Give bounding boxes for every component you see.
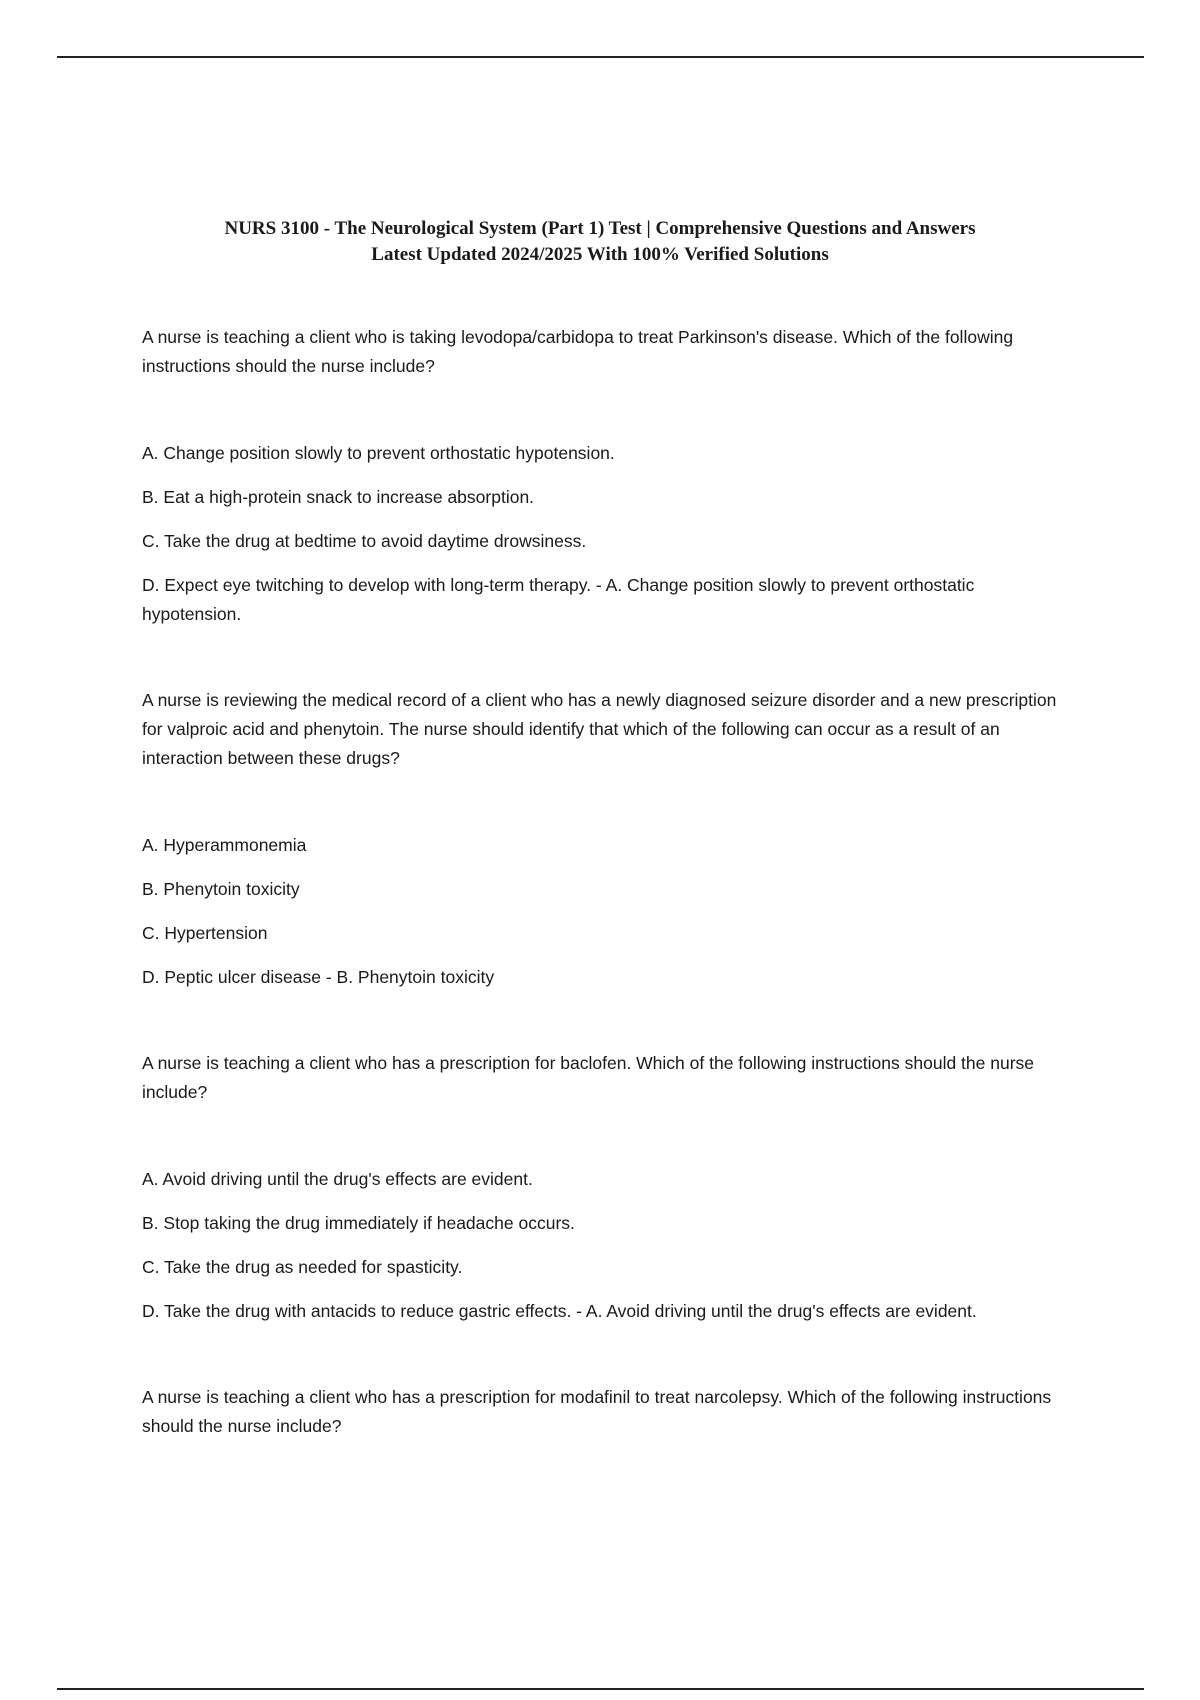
- answer-option: A. Change position slowly to prevent orthostatic hypotension.: [142, 443, 615, 463]
- question-stem: A nurse is teaching a client who is taking levodopa/carbidopa to treat Parkinson's disease. Which of the following instructions should the nurse include?: [142, 327, 1014, 376]
- answer-option: D. Take the drug with antacids to reduce gastric effects. - A. Avoid driving until the drug's effects are evident.: [142, 1301, 977, 1321]
- answer-option: C. Hypertension: [142, 923, 268, 943]
- answer-option: C. Take the drug at bedtime to avoid daytime drowsiness.: [142, 531, 587, 551]
- question-2: [142, 686, 1062, 992]
- title-line-2: Latest Updated 2024/2025 With 100% Verified Solutions: [371, 244, 829, 265]
- answer-option: B. Stop taking the drug immediately if headache occurs.: [142, 1213, 575, 1233]
- question-list: [142, 323, 1062, 1441]
- question-3: [142, 1049, 1062, 1326]
- question-stem: A nurse is teaching a client who has a prescription for baclofen. Which of the following instructions should the nurse include?: [142, 1053, 1035, 1102]
- question-4: [142, 1383, 1062, 1441]
- top-rule: [57, 56, 1144, 58]
- answer-option: A. Hyperammonemia: [142, 835, 307, 855]
- answer-option: D. Peptic ulcer disease - B. Phenytoin toxicity: [142, 967, 495, 987]
- title-line-1: NURS 3100 - The Neurological System (Part 1) Test | Comprehensive Questions and Answers: [224, 218, 976, 239]
- question-1: [142, 323, 1062, 629]
- answer-options: [142, 831, 1062, 992]
- bottom-rule: [57, 1688, 1144, 1690]
- question-stem: A nurse is teaching a client who has a prescription for modafinil to treat narcolepsy. Which of the following instructions should the nurse include?: [142, 1387, 1052, 1436]
- answer-option: B. Phenytoin toxicity: [142, 879, 300, 899]
- answer-options: [142, 1165, 1062, 1326]
- answer-option: D. Expect eye twitching to develop with long-term therapy. - A. Change position slowly to prevent orthostatic hypotension.: [142, 575, 975, 624]
- document-title: [100, 216, 1100, 268]
- answer-option: C. Take the drug as needed for spasticity.: [142, 1257, 463, 1277]
- answer-option: A. Avoid driving until the drug's effects are evident.: [142, 1169, 533, 1189]
- question-stem: A nurse is reviewing the medical record of a client who has a newly diagnosed seizure disorder and a new prescription for valproic acid and phenytoin. The nurse should identify that which of the following can occur as a result of an interaction between these drugs?: [142, 690, 1057, 768]
- answer-option: B. Eat a high-protein snack to increase absorption.: [142, 487, 535, 507]
- answer-options: [142, 439, 1062, 629]
